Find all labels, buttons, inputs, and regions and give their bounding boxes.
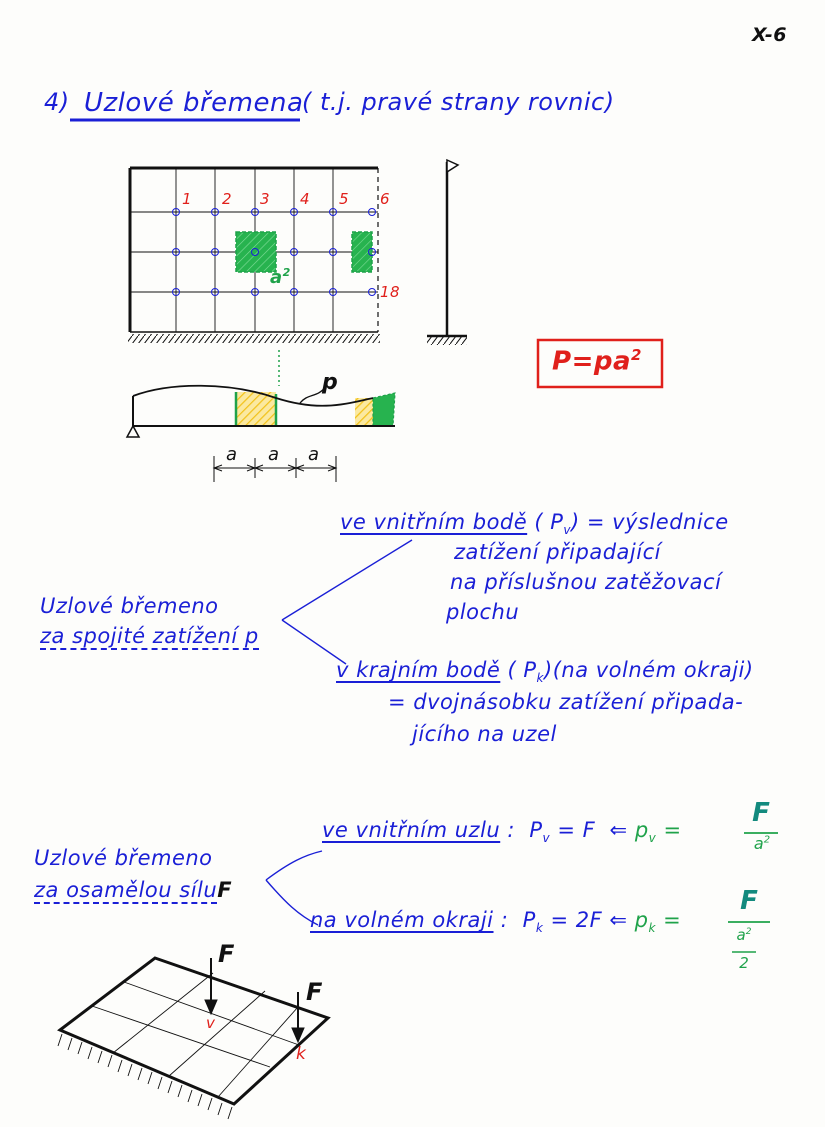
inner-point-line-2: na příslušnou zatěžovací [450, 570, 722, 594]
perspective-plate-drawing [58, 958, 328, 1120]
node-number-3: 3 [260, 190, 271, 208]
node-number-6: 6 [380, 190, 391, 208]
point-label-line-2: za osamělou síluF [34, 878, 233, 902]
node-label-v: v [206, 1014, 216, 1032]
formula-exp: 2 [631, 346, 642, 364]
heading-title: Uzlové břemena [84, 88, 304, 118]
plate-ground [128, 334, 380, 343]
edge-node-row: na volném okraji : $P_k = 2F$ ⇐ $p_k$ = [310, 908, 682, 936]
edge-fraction-den-bottom: 2 [739, 954, 749, 972]
force-label-2: F [306, 978, 323, 1006]
node-number-18: 18 [380, 283, 401, 301]
edge-point-line-2: jícího na uzel [412, 722, 557, 746]
heading-note: ( t.j. pravé strany rovnic) [302, 88, 615, 116]
dim-a-3: a [308, 444, 320, 465]
inner-point-title: ve vnitřním bodě ( $P_v$) = výslednice [340, 510, 729, 538]
force-label-1: F [218, 940, 235, 968]
branch-lines-continuous [282, 540, 412, 664]
formula-lhs: P [552, 346, 572, 377]
node-number-4: 4 [300, 190, 311, 208]
dim-a-1: a [226, 444, 238, 465]
inner-node-row: ve vnitřním uzlu : $P_v = F$ ⇐ $p_v$ = [322, 818, 682, 846]
area-label: $a^2$ [270, 266, 291, 288]
point-label-line-1: Uzlové břemeno [34, 846, 213, 870]
inner-fraction-numerator: F [752, 798, 770, 828]
formula-box: $P=pa^2$ [552, 346, 642, 377]
edge-fraction-numerator: F [740, 886, 758, 916]
formula-rhs: pa [593, 346, 632, 377]
continuous-label-line-2: za spojité zatížení p [40, 624, 259, 648]
node-number-5: 5 [339, 190, 350, 208]
inner-point-line-1: zatížení připadající [454, 540, 661, 564]
page-id: X-6 [752, 24, 788, 46]
node-number-1: 1 [182, 190, 193, 208]
plate-section [127, 386, 395, 437]
inner-fraction-denominator: $a^2$ [753, 834, 771, 853]
dim-a-2: a [268, 444, 280, 465]
heading-number: 4) [44, 88, 70, 116]
node-label-k: k [296, 1044, 307, 1064]
edge-fraction-den-top: $a^2$ [736, 926, 752, 944]
edge-point-line-1: = dvojnásobku zatížení připada- [388, 690, 744, 714]
continuous-label-line-1: Uzlové břemeno [40, 594, 219, 618]
inner-point-line-3: plochu [446, 600, 520, 624]
node-number-2: 2 [222, 190, 233, 208]
load-label-p: p [322, 370, 339, 395]
edge-point-title: v krajním bodě ( $P_k)(na$ volném okraji) [336, 658, 754, 686]
column-side-view [427, 160, 467, 345]
